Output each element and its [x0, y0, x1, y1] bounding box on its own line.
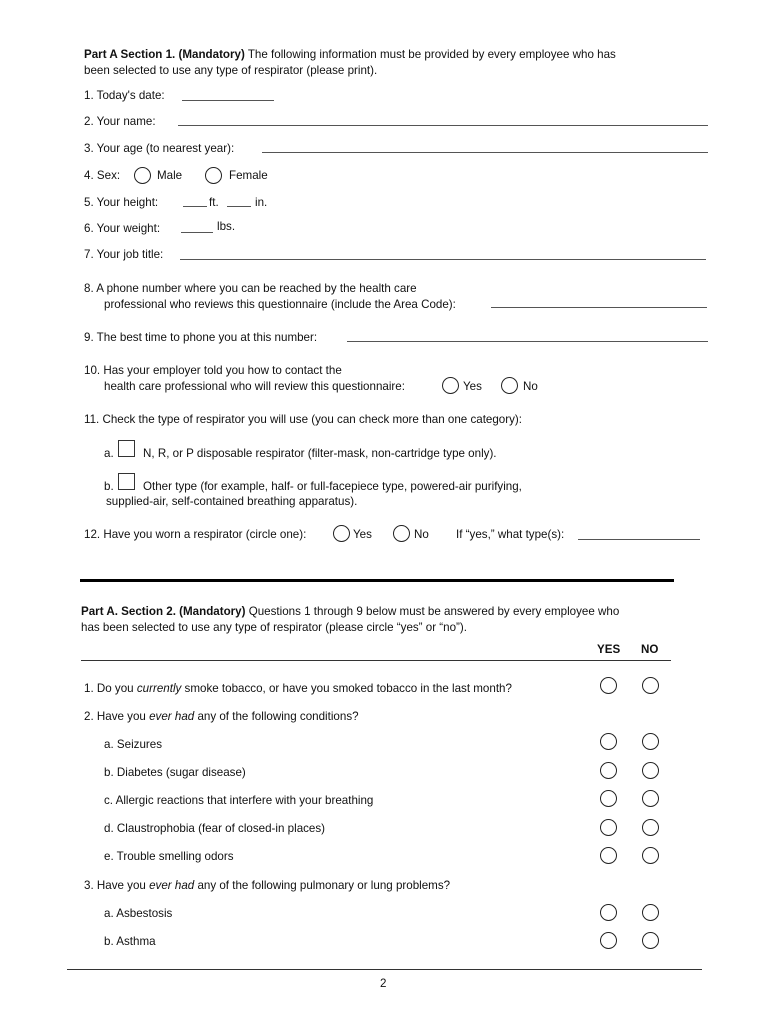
s2-q3b-yes-radio[interactable]: [600, 932, 617, 949]
q10-no-radio[interactable]: [501, 377, 518, 394]
s2-q2b-label: b. Diabetes (sugar disease): [104, 766, 246, 779]
s2-q1-yes-radio[interactable]: [600, 677, 617, 694]
q10-yes-label: Yes: [463, 380, 482, 393]
sex-female-radio[interactable]: [205, 167, 222, 184]
s2-q1-label: 1. Do you currently smoke tobacco, or have you smoked tobacco in the last month?: [84, 682, 512, 695]
q11b-label-line1: Other type (for example, half- or full-facepiece type, powered-air purifying,: [143, 480, 522, 493]
q7-label: 7. Your job title:: [84, 248, 164, 261]
respirator-types-field[interactable]: [578, 539, 700, 540]
yes-column-header: YES: [597, 643, 621, 656]
q12-yes-label: Yes: [353, 528, 372, 541]
q8-label-line1: 8. A phone number where you can be reached by the health care: [84, 282, 417, 295]
s2-q2c-label: c. Allergic reactions that interfere with your breathing: [104, 794, 374, 807]
section2-header-line2: has been selected to use any type of respirator (please circle “yes” or “no”).: [81, 621, 467, 634]
s2-q2d-yes-radio[interactable]: [600, 819, 617, 836]
s2-q2c-yes-radio[interactable]: [600, 790, 617, 807]
s2-q2b-yes-radio[interactable]: [600, 762, 617, 779]
s2-q3b-label: b. Asthma: [104, 935, 156, 948]
s2-q2-label: 2. Have you ever had any of the following conditions?: [84, 710, 359, 723]
male-label: Male: [157, 169, 183, 182]
header-rule: [81, 660, 671, 661]
sex-male-radio[interactable]: [134, 167, 151, 184]
q10-no-label: No: [523, 380, 538, 393]
page-number: 2: [380, 977, 387, 990]
section1-header: Part A Section 1. (Mandatory) The following information must be provided by every employee who has: [84, 48, 616, 61]
job-title-field[interactable]: [180, 259, 706, 260]
s2-q2a-label: a. Seizures: [104, 738, 162, 751]
q12-label: 12. Have you worn a respirator (circle one):: [84, 528, 307, 541]
q12-yes-radio[interactable]: [333, 525, 350, 542]
height-ft-field[interactable]: [183, 206, 207, 207]
s2-q2d-no-radio[interactable]: [642, 819, 659, 836]
ft-label: ft.: [209, 196, 219, 209]
s2-q2e-yes-radio[interactable]: [600, 847, 617, 864]
lbs-label: lbs.: [217, 220, 236, 233]
height-in-field[interactable]: [227, 206, 251, 207]
s2-q2e-label: e. Trouble smelling odors: [104, 850, 234, 863]
s2-q2d-label: d. Claustrophobia (fear of closed-in places): [104, 822, 326, 835]
s2-q2e-no-radio[interactable]: [642, 847, 659, 864]
s2-q3-label: 3. Have you ever had any of the following pulmonary or lung problems?: [84, 879, 451, 892]
footer-rule: [67, 969, 702, 970]
q11-label: 11. Check the type of respirator you will use (you can check more than one category):: [84, 413, 522, 426]
q11b-prefix: b.: [104, 480, 114, 493]
q5-label: 5. Your height:: [84, 196, 159, 209]
phone-number-field[interactable]: [491, 307, 707, 308]
q10-label-line2: health care professional who will review this questionnaire:: [104, 380, 405, 393]
q12-no-radio[interactable]: [393, 525, 410, 542]
section2-header: Part A. Section 2. (Mandatory) Questions 1 through 9 below must be answered by every employee who: [81, 605, 620, 618]
best-time-field[interactable]: [347, 341, 708, 342]
q6-label: 6. Your weight:: [84, 222, 161, 235]
s2-q3b-no-radio[interactable]: [642, 932, 659, 949]
q10-yes-radio[interactable]: [442, 377, 459, 394]
q11a-prefix: a.: [104, 447, 114, 460]
s2-q3a-yes-radio[interactable]: [600, 904, 617, 921]
s2-q2b-no-radio[interactable]: [642, 762, 659, 779]
q11a-checkbox[interactable]: [118, 440, 135, 457]
q10-label-line1: 10. Has your employer told you how to contact the: [84, 364, 342, 377]
q9-label: 9. The best time to phone you at this number:: [84, 331, 318, 344]
todays-date-field[interactable]: [182, 100, 274, 101]
q11b-label-line2: supplied-air, self-contained breathing apparatus).: [106, 495, 358, 508]
s2-q3a-label: a. Asbestosis: [104, 907, 173, 920]
section1-header-line2: been selected to use any type of respirator (please print).: [84, 64, 378, 77]
weight-field[interactable]: [181, 232, 213, 233]
section-divider: [80, 579, 674, 582]
s2-q2a-yes-radio[interactable]: [600, 733, 617, 750]
q12-no-label: No: [414, 528, 429, 541]
no-column-header: NO: [641, 643, 659, 656]
q11b-checkbox[interactable]: [118, 473, 135, 490]
s2-q3a-no-radio[interactable]: [642, 904, 659, 921]
q2-label: 2. Your name:: [84, 115, 156, 128]
in-label: in.: [255, 196, 268, 209]
q3-label: 3. Your age (to nearest year):: [84, 142, 235, 155]
q4-label: 4. Sex:: [84, 169, 121, 182]
s2-q2a-no-radio[interactable]: [642, 733, 659, 750]
q12-if-yes-label: If “yes,” what type(s):: [456, 528, 565, 541]
name-field[interactable]: [178, 125, 708, 126]
female-label: Female: [229, 169, 268, 182]
q8-label-line2: professional who reviews this questionnaire (include the Area Code):: [104, 298, 456, 311]
age-field[interactable]: [262, 152, 708, 153]
s2-q1-no-radio[interactable]: [642, 677, 659, 694]
q11a-label: N, R, or P disposable respirator (filter-mask, non-cartridge type only).: [143, 447, 497, 460]
q1-label: 1. Today's date:: [84, 89, 165, 102]
s2-q2c-no-radio[interactable]: [642, 790, 659, 807]
